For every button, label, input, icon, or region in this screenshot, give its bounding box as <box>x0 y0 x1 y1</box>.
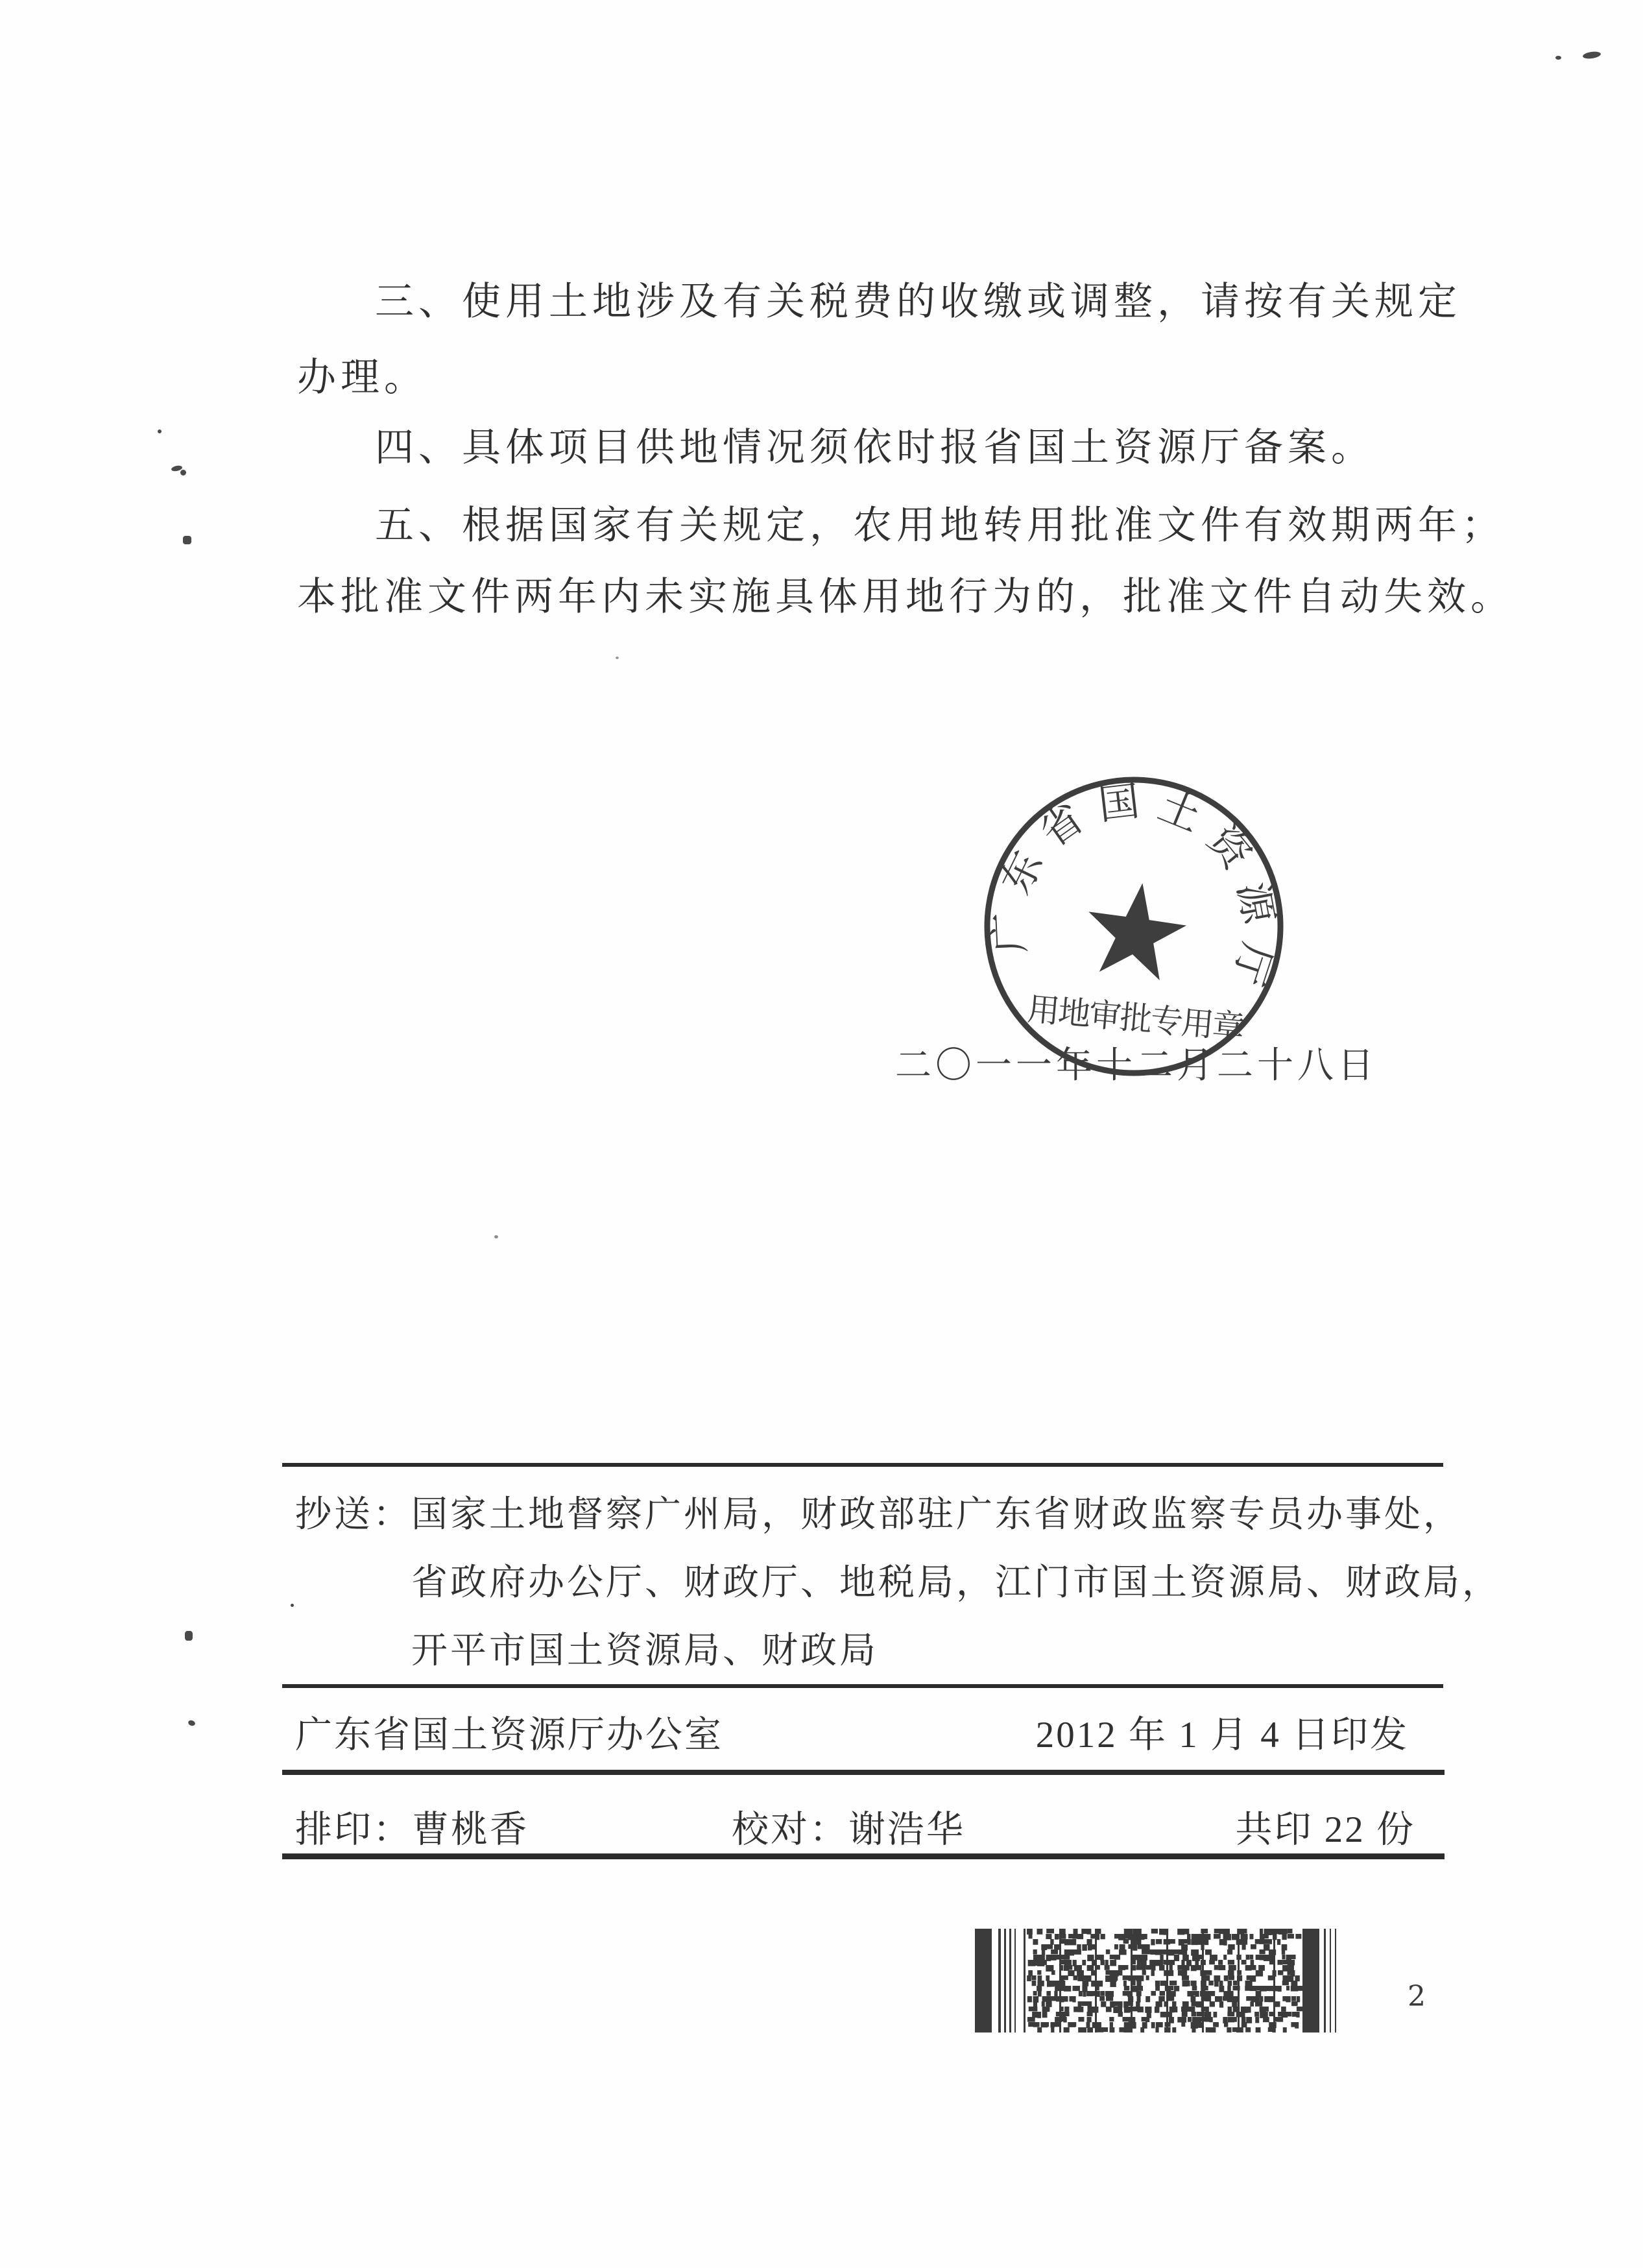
star-icon <box>1081 876 1192 983</box>
official-seal <box>965 758 1302 1095</box>
seal-bottom-text: 用地审批专用章 <box>1025 991 1247 1046</box>
ink-speck <box>180 470 186 476</box>
typesetter: 排印：曹桃香 <box>295 1809 529 1850</box>
ink-speck <box>158 429 162 433</box>
ink-speck <box>494 1235 498 1238</box>
ink-speck <box>1582 51 1601 60</box>
body-paragraph-3-line-2: 办理。 <box>297 356 427 399</box>
page-number: 2 <box>1408 1980 1426 2013</box>
ink-speck <box>616 657 619 659</box>
signature-date: 二〇一一年十二月二十八日 <box>895 1046 1378 1086</box>
issuing-office: 广东省国土资源厅办公室 <box>295 1715 723 1755</box>
seal-ring-text: 广东省国土资源厅 <box>986 778 1282 993</box>
footer-rule-middle <box>282 1684 1443 1688</box>
ink-speck <box>187 1719 196 1726</box>
footer-rule-top <box>282 1463 1443 1467</box>
body-paragraph-4: 四、具体项目供地情况须依时报省国土资源厅备案。 <box>375 426 1374 469</box>
body-paragraph-5-line-1: 五、根据国家有关规定，农用地转用批准文件有效期两年； <box>375 504 1505 547</box>
ink-speck <box>291 1604 294 1607</box>
cc-line-3: 开平市国土资源局、财政局 <box>411 1631 878 1671</box>
proofreader: 校对：谢浩华 <box>732 1809 965 1850</box>
ink-speck <box>183 536 191 544</box>
copies-count: 共印 22 份 <box>1235 1809 1415 1850</box>
ink-speck <box>1555 56 1561 60</box>
footer-rule-issuer <box>282 1770 1445 1775</box>
cc-label: 抄送： <box>295 1495 412 1535</box>
body-paragraph-5-line-2: 本批准文件两年内未实施具体用地行为的，批准文件自动失效。 <box>297 575 1514 618</box>
cc-line-2: 省政府办公厅、财政厅、地税局，江门市国土资源局、财政局， <box>411 1563 1501 1603</box>
cc-line-1: 国家土地督察广州局，财政部驻广东省财政监察专员办事处， <box>411 1495 1462 1535</box>
footer-rule-bottom <box>282 1853 1445 1859</box>
print-date: 2012 年 1 月 4 日印发 <box>1035 1715 1409 1755</box>
barcode <box>975 1929 1338 2033</box>
body-paragraph-3-line-1: 三、使用土地涉及有关税费的收缴或调整，请按有关规定 <box>375 280 1461 323</box>
ink-speck <box>185 1631 193 1641</box>
